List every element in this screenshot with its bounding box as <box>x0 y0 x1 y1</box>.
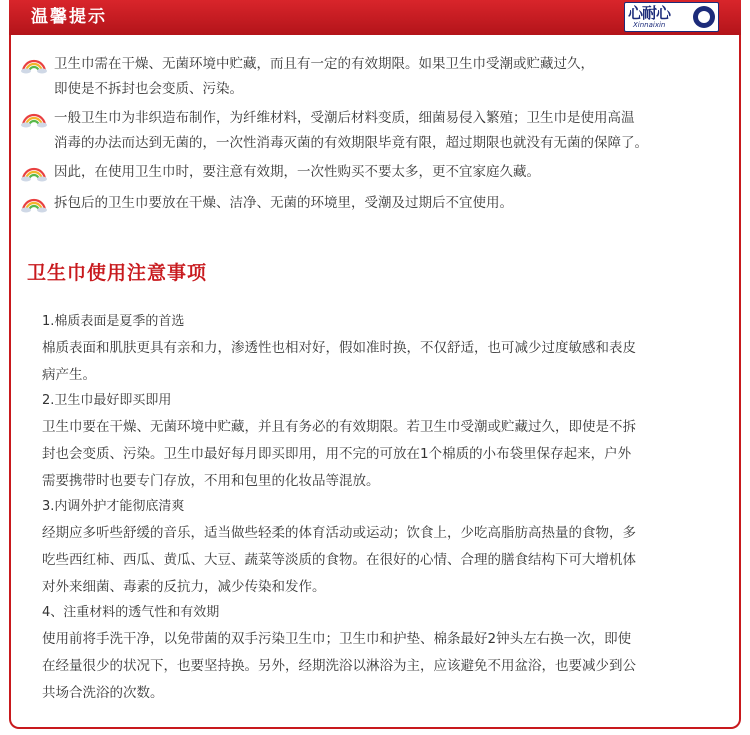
tip-text: 拆包后的卫生巾要放在干燥、洁净、无菌的环境里，受潮及过期后不宜使用。 <box>54 195 513 211</box>
tip-text-cont: 即使是不拆封也会变质、污染。 <box>54 81 243 97</box>
note-line: 卫生巾要在干燥、无菌环境中贮藏，并且有务必的有效期限。若卫生巾受潮或贮藏过久，即使是不拆 <box>42 419 636 435</box>
tip-item <box>20 106 732 156</box>
note-body <box>42 626 732 707</box>
rainbow-icon <box>20 110 48 128</box>
tip-item <box>20 52 732 102</box>
note-body <box>42 520 732 601</box>
section-title: 卫生巾使用注意事项 <box>27 262 208 284</box>
tips-list <box>20 52 732 216</box>
note-item <box>42 309 732 389</box>
note-line: 封也会变质、污染。卫生巾最好每月即买即用，用不完的可放在1个棉质的小布袋里保存起来，户外 <box>42 446 632 462</box>
rainbow-icon <box>20 195 48 213</box>
tip-text: 因此，在使用卫生巾时，要注意有效期，一次性购买不要太多，更不宜家庭久藏。 <box>54 164 540 180</box>
note-line: 经期应多听些舒缓的音乐，适当做些轻柔的体育活动或运动；饮食上，少吃高脂肪高热量的食物，多 <box>42 525 636 541</box>
note-item <box>42 494 732 601</box>
notes-list <box>42 309 732 707</box>
tip-item <box>20 160 732 185</box>
header-title: 温馨提示 <box>31 7 107 27</box>
note-line: 病产生。 <box>42 367 96 383</box>
brand-name: 心耐心 <box>628 4 671 22</box>
note-body <box>42 335 732 389</box>
note-heading: 2.卫生巾最好即买即用 <box>42 393 172 408</box>
note-heading: 3.内调外护才能彻底清爽 <box>42 499 185 514</box>
tip-text-cont: 消毒的办法而达到无菌的，一次性消毒灭菌的有效期限毕竟有限，超过期限也就没有无菌的保障了。 <box>54 135 648 151</box>
brand-logo <box>624 2 719 32</box>
note-line: 棉质表面和肌肤更具有亲和力，渗透性也相对好，假如准时换，不仅舒适，也可减少过度敏感和表皮 <box>42 340 636 356</box>
tip-text: 卫生巾需在干燥、无菌环境中贮藏，而且有一定的有效期限。如果卫生巾受潮或贮藏过久， <box>54 56 594 72</box>
note-heading: 4、注重材料的透气性和有效期 <box>42 605 220 620</box>
note-line: 需要携带时也要专门存放，不用和包里的化妆品等混放。 <box>42 473 380 489</box>
brand-sub: Xinnaixin <box>633 21 666 29</box>
header-bar <box>9 0 741 35</box>
note-item <box>42 600 732 707</box>
note-line: 共场合洗浴的次数。 <box>42 685 164 701</box>
note-heading: 1.棉质表面是夏季的首选 <box>42 314 185 329</box>
note-line: 使用前将手洗干净，以免带菌的双手污染卫生巾；卫生巾和护垫、棉条最好2钟头左右换一次，即使 <box>42 631 632 647</box>
tip-text: 一般卫生巾为非织造布制作，为纤维材料，受潮后材料变质，细菌易侵入繁殖；卫生巾是使用高温 <box>54 110 635 126</box>
rainbow-icon <box>20 56 48 74</box>
note-item <box>42 388 732 495</box>
note-body <box>42 414 732 495</box>
note-line: 在经量很少的状况下，也要坚持换。另外，经期洗浴以淋浴为主，应该避免不用盆浴，也要减少到公 <box>42 658 636 674</box>
tip-item <box>20 191 732 216</box>
brand-mark-icon <box>693 6 715 28</box>
note-line: 吃些西红柿、西瓜、黄瓜、大豆、蔬菜等淡质的食物。在很好的心情、合理的膳食结构下可大增机体 <box>42 552 636 568</box>
note-line: 对外来细菌、毒素的反抗力，减少传染和发作。 <box>42 579 326 595</box>
rainbow-icon <box>20 164 48 182</box>
